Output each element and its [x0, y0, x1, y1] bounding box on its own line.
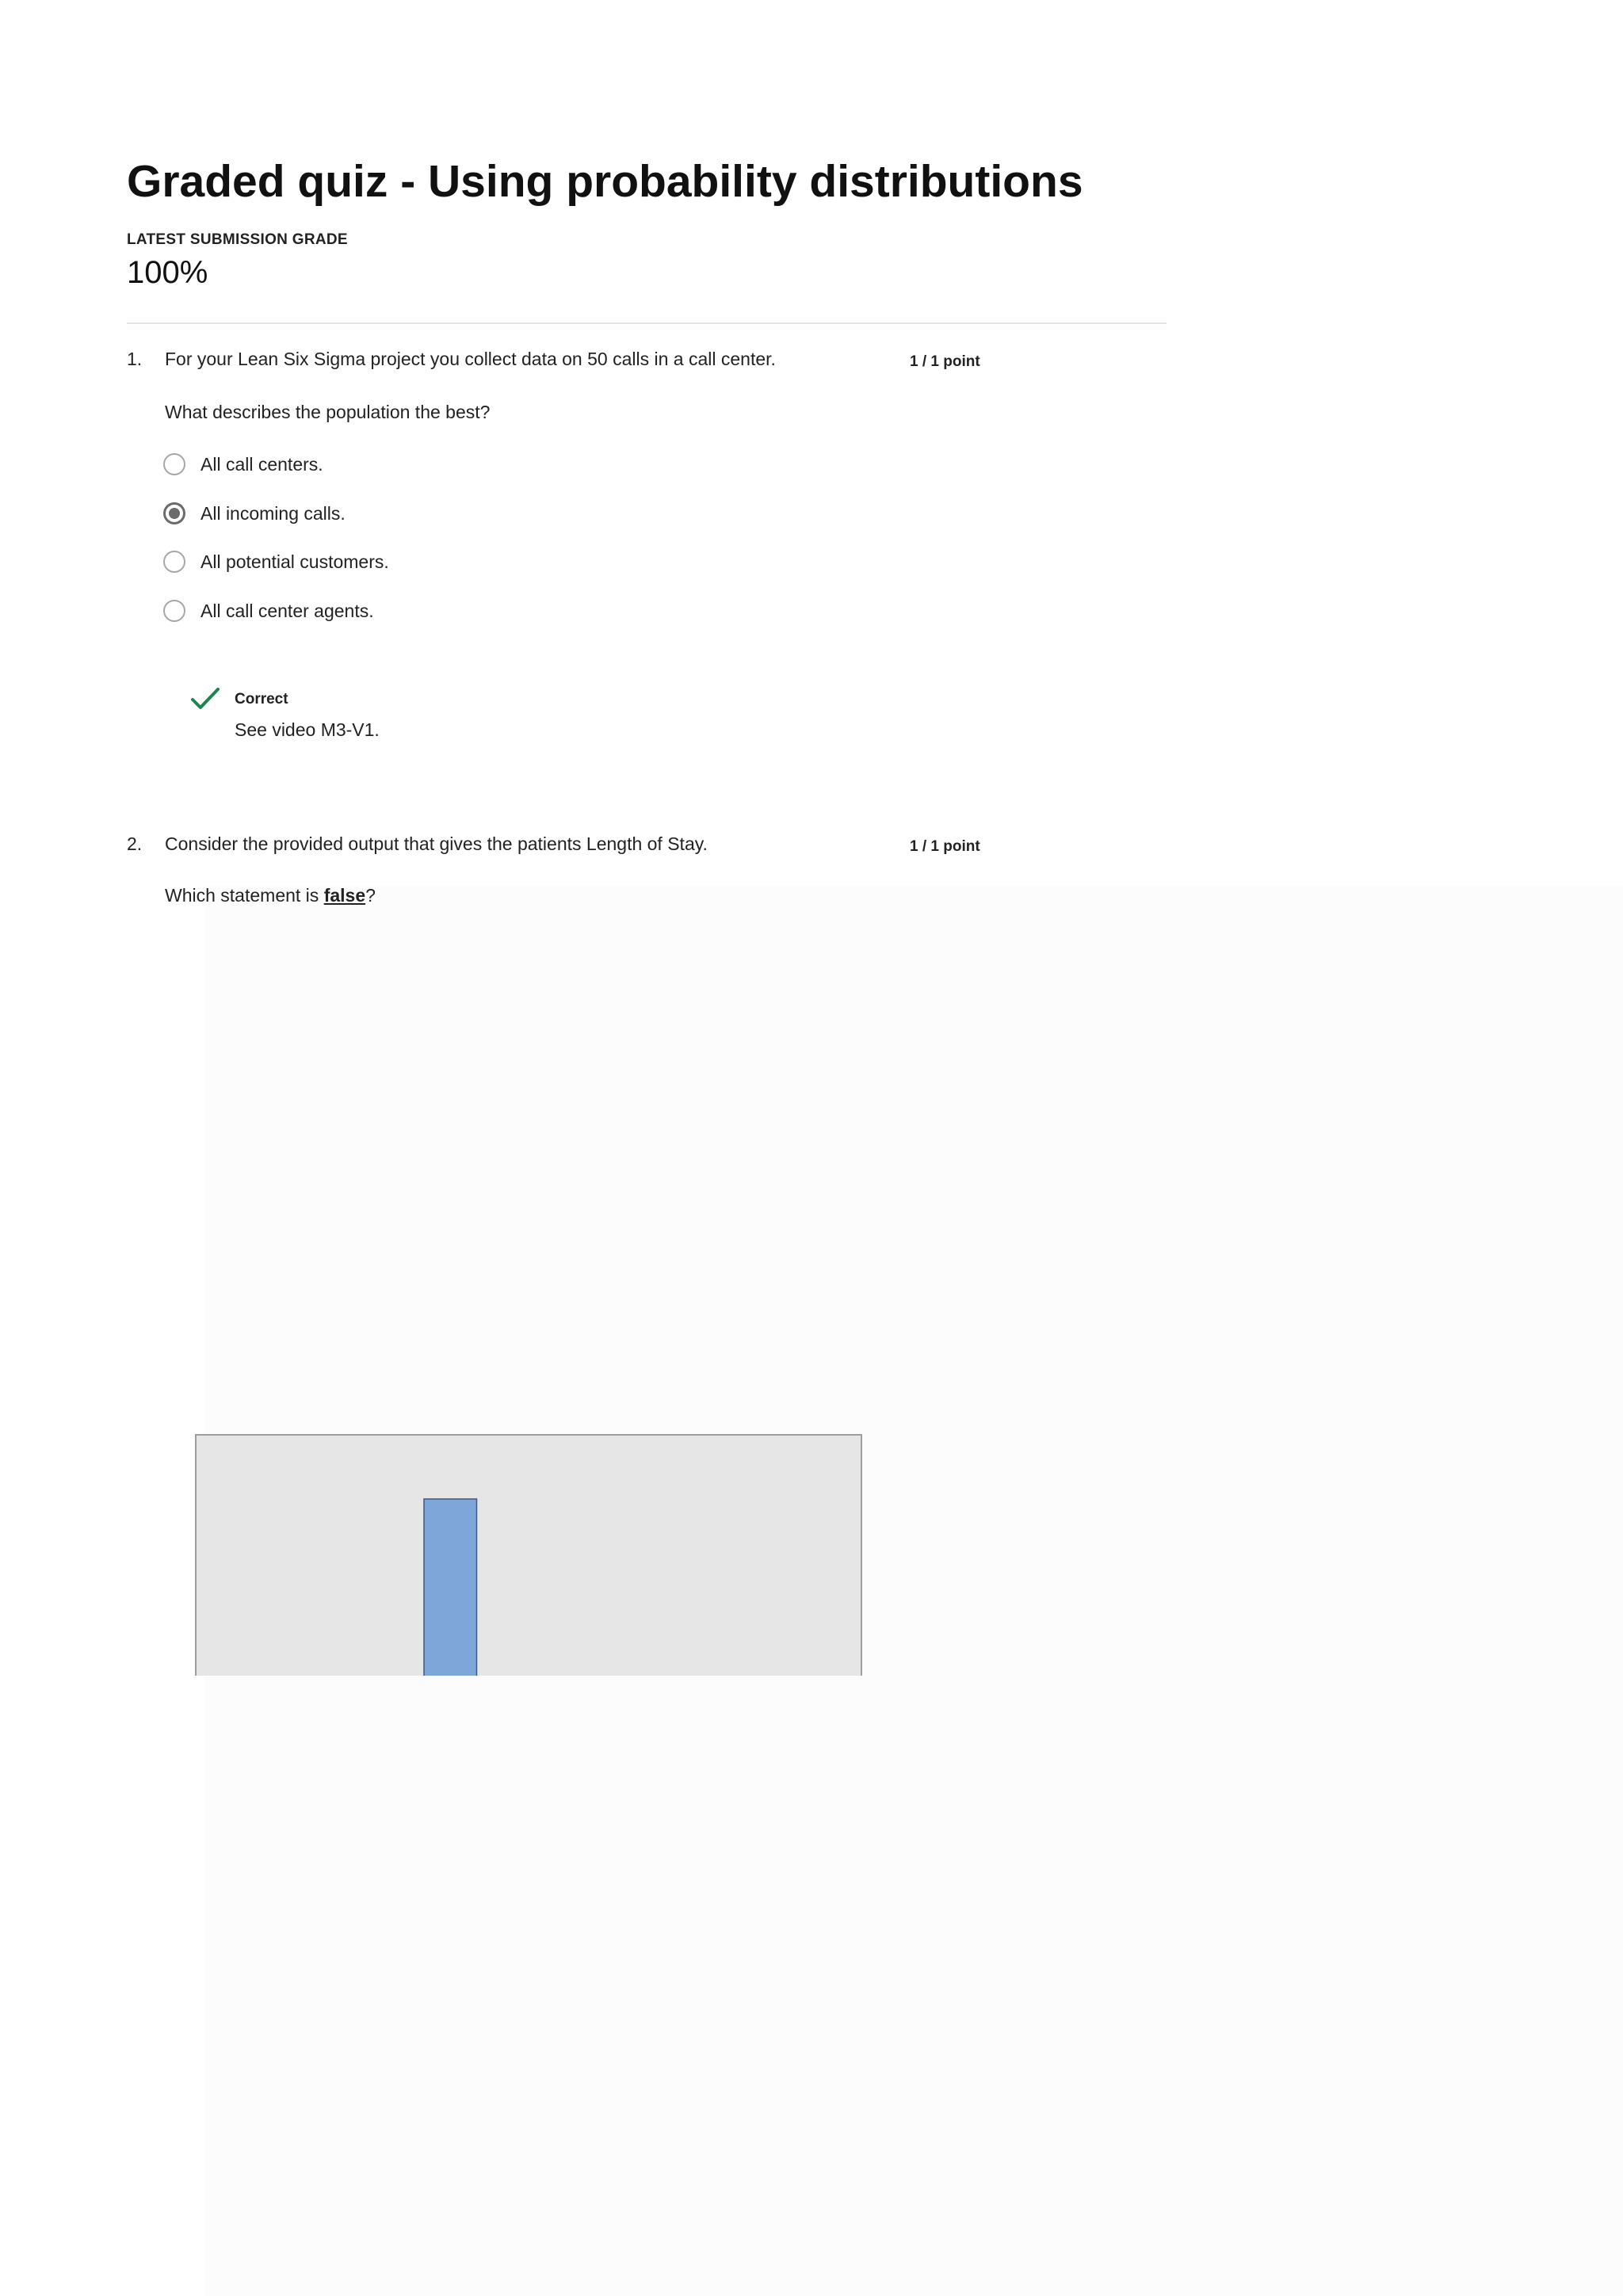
subprompt-before: Which statement is	[165, 885, 324, 906]
page-title: Graded quiz - Using probability distributions	[127, 156, 1083, 207]
divider	[127, 322, 1167, 324]
option-label: All incoming calls.	[200, 502, 346, 524]
option-label: All call center agents.	[200, 600, 374, 621]
question-1-option-1[interactable]	[163, 450, 323, 479]
histogram-svg	[195, 1434, 862, 1676]
checkmark-icon	[190, 686, 220, 711]
question-2-subprompt	[165, 885, 376, 906]
radio-button[interactable]	[163, 551, 185, 573]
feedback-text: See video M3-V1.	[235, 719, 380, 740]
question-1-points: 1 / 1 point	[910, 353, 980, 370]
histogram-bar	[424, 1499, 477, 1676]
question-2-points: 1 / 1 point	[910, 838, 980, 855]
radio-button[interactable]	[163, 600, 185, 622]
question-1-prompt: For your Lean Six Sigma project you collect data on 50 calls in a call center.	[165, 349, 776, 369]
question-1-subprompt: What describes the population the best?	[165, 402, 491, 422]
radio-button[interactable]	[163, 502, 185, 524]
subprompt-emphasis: false	[323, 885, 366, 906]
question-1-option-3[interactable]	[163, 547, 389, 576]
question-2-prompt: Consider the provided output that gives the patients Length of Stay.	[165, 833, 708, 854]
plot-area	[196, 1435, 861, 1676]
grade-label: LATEST SUBMISSION GRADE	[127, 231, 348, 248]
option-label: All potential customers.	[200, 551, 389, 572]
question-1-option-4[interactable]	[163, 597, 374, 625]
question-1-option-2[interactable]	[163, 499, 346, 528]
feedback-status: Correct	[235, 691, 288, 707]
radio-button[interactable]	[163, 453, 185, 475]
grade-value: 100%	[127, 255, 208, 290]
question-1-number: 1.	[127, 349, 143, 369]
subprompt-after: ?	[365, 885, 376, 906]
option-label: All call centers.	[200, 453, 323, 475]
histogram-chart	[195, 1434, 862, 1676]
question-2-number: 2.	[127, 833, 143, 854]
